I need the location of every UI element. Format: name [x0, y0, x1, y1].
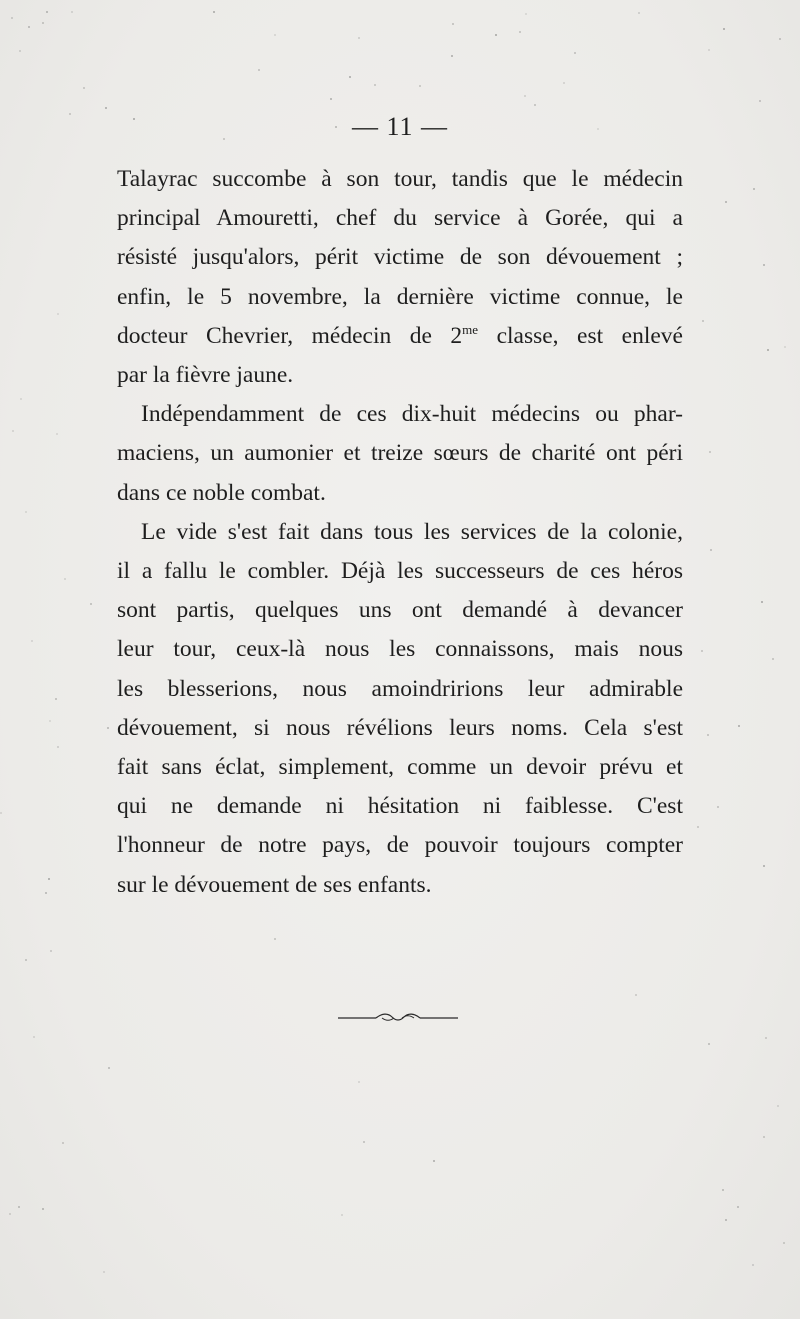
page-number: — 11 — — [351, 112, 449, 141]
paper-speck — [701, 650, 703, 652]
paragraph-2 — [117, 395, 683, 513]
text-line: Indépendamment de ces dix-huit médecins ou phar- — [141, 401, 683, 428]
paper-speck — [71, 11, 73, 13]
paper-speck — [213, 11, 215, 13]
paper-speck — [90, 603, 92, 605]
paper-speck — [737, 1206, 739, 1208]
paper-speck — [49, 720, 51, 722]
paper-speck — [62, 1142, 64, 1144]
paragraph-3 — [117, 513, 683, 905]
paper-speck — [33, 1036, 35, 1038]
paper-speck — [709, 451, 711, 453]
paper-speck — [12, 430, 14, 432]
paper-speck — [42, 22, 44, 24]
text-line: les blesserions, nous amoindririons leur admirable — [117, 675, 683, 702]
text-line-with-superscript — [117, 317, 683, 356]
paper-speck — [46, 11, 48, 13]
text-line: Talayrac succombe à son tour, tandis que le médecin — [117, 166, 683, 192]
paper-speck — [18, 1206, 20, 1208]
paper-speck — [525, 13, 527, 15]
paper-speck — [708, 1043, 710, 1045]
paper-speck — [638, 12, 640, 14]
paper-speck — [759, 100, 761, 102]
text-line: par la fièvre jaune. — [117, 362, 294, 389]
paper-speck — [274, 938, 276, 940]
paper-speck — [50, 950, 52, 952]
paper-speck — [752, 1264, 754, 1266]
paper-speck — [11, 17, 13, 19]
paper-speck — [722, 1189, 724, 1191]
paper-speck — [274, 34, 276, 36]
paper-speck — [524, 95, 526, 97]
paragraph-1 — [117, 160, 683, 395]
paper-speck — [57, 313, 59, 315]
paper-speck — [45, 892, 47, 894]
paper-speck — [341, 1214, 343, 1216]
paper-speck — [779, 38, 781, 40]
text-line: principal Amouretti, chef du service à Gorée, qui a — [117, 205, 683, 232]
paper-speck — [48, 878, 50, 880]
paper-speck — [103, 1271, 105, 1273]
paper-speck — [358, 37, 360, 39]
paper-speck — [0, 812, 2, 814]
paper-speck — [107, 727, 109, 729]
paper-speck — [777, 1105, 779, 1107]
paper-speck — [702, 320, 704, 322]
paper-speck — [763, 1136, 765, 1138]
paper-speck — [725, 1219, 727, 1221]
text-line: dévouement, si nous révélions leurs noms. Cela s'est — [117, 714, 683, 741]
paper-speck — [738, 725, 740, 727]
paper-speck — [452, 23, 454, 25]
paper-speck — [451, 55, 453, 57]
paper-speck — [25, 959, 27, 961]
paper-speck — [105, 107, 107, 109]
paper-speck — [258, 69, 260, 71]
paper-speck — [363, 1141, 365, 1143]
text-line: il a fallu le combler. Déjà les successeurs de ces héros — [117, 558, 683, 585]
paper-speck — [19, 50, 21, 52]
paper-speck — [772, 658, 774, 660]
paper-speck — [563, 82, 565, 84]
paper-speck — [763, 264, 765, 266]
paper-speck — [28, 26, 30, 28]
paper-speck — [349, 76, 351, 78]
text-line: dans ce noble combat. — [117, 479, 326, 506]
text-line: résisté jusqu'alors, périt victime de son dévouement ; — [117, 244, 683, 271]
paper-speck — [763, 865, 765, 867]
paper-speck — [635, 994, 637, 996]
text-fragment: classe, est enlevé — [478, 322, 683, 349]
paper-speck — [20, 398, 22, 400]
text-line: leur tour, ceux-là nous les connaissons, mais nous — [117, 636, 683, 663]
paper-speck — [765, 1037, 767, 1039]
text-line: l'honneur de notre pays, de pouvoir toujours compter — [117, 832, 683, 859]
paper-speck — [783, 1242, 785, 1244]
paper-speck — [534, 104, 536, 106]
paper-speck — [767, 349, 769, 351]
paper-speck — [519, 31, 521, 33]
paper-speck — [433, 1160, 435, 1162]
paper-speck — [710, 549, 712, 551]
paper-speck — [330, 98, 332, 100]
paper-speck — [708, 49, 710, 51]
paper-speck — [725, 201, 727, 203]
paper-speck — [64, 578, 66, 580]
text-fragment: docteur Chevrier, médecin de 2 — [117, 322, 463, 349]
paper-speck — [42, 1208, 44, 1210]
paper-speck — [717, 806, 719, 808]
paper-speck — [358, 1081, 360, 1083]
paper-speck — [31, 640, 33, 642]
paper-speck — [495, 34, 497, 36]
paper-speck — [707, 734, 709, 736]
paper-speck — [761, 601, 763, 603]
body-text — [117, 160, 683, 905]
paper-speck — [753, 188, 755, 190]
text-line: sont partis, quelques uns ont demandé à devancer — [117, 597, 683, 624]
paper-speck — [419, 85, 421, 87]
paper-speck — [108, 1067, 110, 1069]
paper-speck — [9, 1213, 11, 1215]
text-line: Le vide s'est fait dans tous les services de la colonie, — [141, 518, 683, 545]
paper-speck — [723, 28, 725, 30]
paper-speck — [784, 346, 786, 348]
paper-speck — [697, 826, 699, 828]
text-line: fait sans éclat, simplement, comme un devoir prévu et — [117, 754, 683, 781]
paper-speck — [55, 698, 57, 700]
end-ornament-icon — [338, 1009, 458, 1025]
paper-speck — [57, 746, 59, 748]
text-line: qui ne demande ni hésitation ni faiblesse. C'est — [117, 793, 683, 820]
text-line: maciens, un aumonier et treize sœurs de charité ont péri — [117, 440, 683, 467]
paper-speck — [25, 511, 27, 513]
paper-speck — [56, 433, 58, 435]
superscript: me — [462, 321, 479, 337]
text-line: enfin, le 5 novembre, la dernière victime connue, le — [117, 283, 683, 310]
text-line: sur le dévouement de ses enfants. — [117, 871, 432, 898]
paper-speck — [83, 87, 85, 89]
paper-speck — [574, 52, 576, 54]
paper-speck — [374, 84, 376, 86]
